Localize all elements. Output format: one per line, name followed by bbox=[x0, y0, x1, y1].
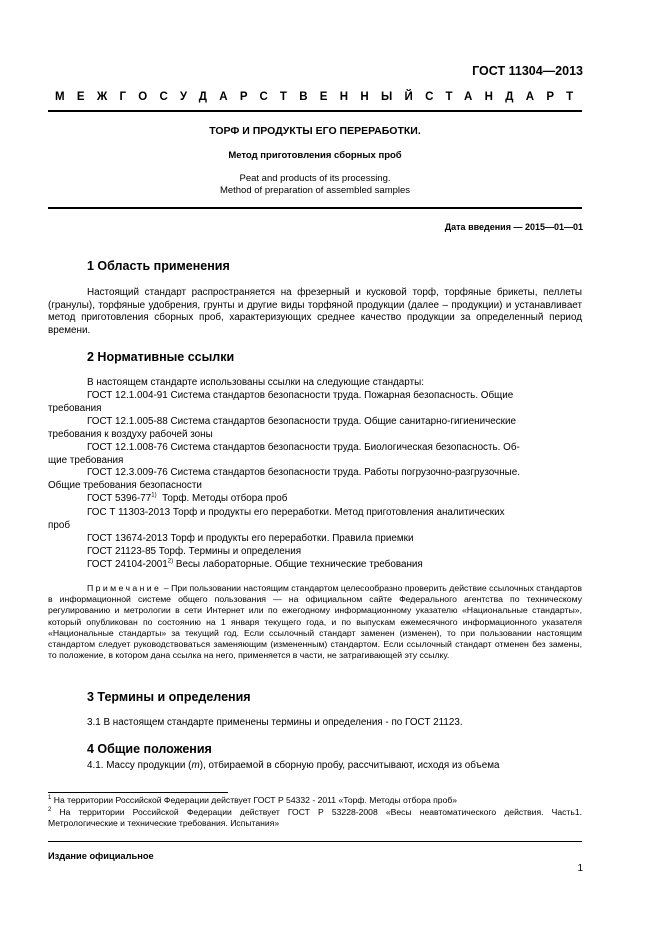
english-title-1: Peat and products of its processing. bbox=[239, 173, 391, 184]
reference-4-cont: Общие требования безопасности bbox=[48, 480, 202, 491]
reference-1: ГОСТ 12.1.004-91 Система стандартов безопасности труда. Пожарная безопасность. Общие bbox=[87, 390, 514, 401]
section-4-text bbox=[87, 760, 582, 773]
section-2-heading: 2 Нормативные ссылки bbox=[87, 350, 235, 364]
reference-5-title: Торф. Методы отбора проб bbox=[156, 493, 288, 504]
reference-4: ГОСТ 12.3.009-76 Система стандартов безопасности труда. Работы погрузочно-разгрузочные. bbox=[87, 467, 520, 478]
reference-8: ГОСТ 21123-85 Торф. Термины и определения bbox=[87, 546, 302, 557]
footnote-2-text: На территории Российской Федерации действует ГОСТ Р 53228-2008 «Весы неавтоматического действия. Часть1. Метрологические и технические требования. Испытания» bbox=[48, 807, 583, 828]
note-paragraph bbox=[48, 583, 582, 661]
section-3-text: 3.1 В настоящем стандарте применены термины и определения - по ГОСТ 21123. bbox=[87, 717, 463, 728]
reference-2: ГОСТ 12.1.005-88 Система стандартов безопасности труда. Общие санитарно-гигиенические bbox=[87, 416, 517, 427]
footnote-ref-1: 1) bbox=[151, 492, 157, 499]
title-rule bbox=[48, 207, 582, 209]
official-edition-label: Издание официальное bbox=[48, 851, 154, 861]
section-1-heading: 1 Область применения bbox=[87, 259, 230, 273]
footnote-1-mark: 1 bbox=[48, 795, 52, 802]
section-4-text-b: ), отбираемой в сборную пробу, рассчитывают, исходя из объема bbox=[199, 760, 500, 771]
reference-9 bbox=[87, 559, 582, 572]
section-4-text-a: 4.1. Массу продукции ( bbox=[87, 760, 192, 771]
header-rule bbox=[48, 110, 582, 112]
english-title-2: Method of preparation of assembled samples bbox=[219, 185, 411, 196]
reference-7: ГОСТ 13674-2013 Торф и продукты его переработки. Правила приемки bbox=[87, 533, 414, 544]
reference-3-cont: щие требования bbox=[48, 455, 124, 466]
section-3-heading: 3 Термины и определения bbox=[87, 690, 251, 704]
note-label: Примечание bbox=[87, 583, 162, 593]
footnote-2 bbox=[48, 807, 582, 829]
introduction-date: Дата введения — 2015—01—01 bbox=[444, 222, 583, 232]
document-number: ГОСТ 11304—2013 bbox=[472, 64, 583, 78]
reference-5-code: ГОСТ 5396-77 bbox=[87, 493, 152, 504]
reference-6-cont: проб bbox=[48, 520, 70, 531]
reference-6: ГОС Т 11303-2013 Торф и продукты его переработки. Метод приготовления аналитических bbox=[87, 507, 505, 518]
standard-word: СТАНДАРТ bbox=[425, 91, 586, 103]
reference-9-code: ГОСТ 24104-2001 bbox=[87, 559, 168, 570]
note-text: – При пользовании настоящим стандартом целесообразно проверить действие ссылочных стандартов в информационной системе общего пользования — на официальном сайте Федерального агентства по техническому регулированию и метрологии в сети Интернет или по ежегодному информационному указателю «Национальные стандарты», который опубликован по состоянию на 1 января текущего года, и по выпускам ежемесячного информационного указателя «Национальные стандарты» за текущий год. Если ссылочный стандарт заменен (изменен), то при пользовании настоящим стандартом следует руководствоваться заменяющим (измененным) стандартом. Если ссылочный стандарт отменен без замены, то положение, в котором дана ссылка на него, применяется в части, не затрагивающей эту ссылку. bbox=[48, 583, 582, 661]
interstate-standard-banner bbox=[55, 91, 586, 103]
document-subtitle: Метод приготовления сборных проб bbox=[228, 150, 402, 161]
section-1-body: Настоящий стандарт распространяется на фрезерный и кусковой торф, торфяные брикеты, пеллеты (гранулы), торфяные удобрения, грунты и другие виды торфяной продукции (далее – продукции) и устанавливает метод приготовления сборных проб, характеризующих среднее качество продукции за определенный период времени. bbox=[48, 287, 582, 337]
footnote-1-text: На территории Российской Федерации действует ГОСТ Р 54332 - 2011 «Торф. Методы отбора проб» bbox=[53, 795, 458, 805]
mass-symbol: m bbox=[191, 760, 200, 771]
footnote-rule bbox=[48, 792, 228, 793]
references-lead: В настоящем стандарте использованы ссылки на следующие стандарты: bbox=[87, 377, 424, 388]
footnote-1 bbox=[48, 795, 582, 806]
reference-5 bbox=[87, 493, 582, 506]
interstate-word: МЕЖГОСУДАРСТВЕННЫЙ bbox=[55, 91, 426, 103]
footer-rule bbox=[48, 841, 582, 842]
page-number: 1 bbox=[577, 863, 583, 874]
reference-2-cont: требования к воздуху рабочей зоны bbox=[48, 429, 213, 440]
section-1-text bbox=[48, 287, 582, 338]
reference-1-cont: требования bbox=[48, 403, 102, 414]
document-title: ТОРФ И ПРОДУКТЫ ЕГО ПЕРЕРАБОТКИ. bbox=[209, 125, 421, 137]
reference-3: ГОСТ 12.1.008-76 Система стандартов безопасности труда. Биологическая безопасность. Об- bbox=[87, 442, 520, 453]
footnote-2-mark: 2 bbox=[48, 807, 52, 814]
section-4-heading: 4 Общие положения bbox=[87, 742, 212, 756]
footnote-ref-2: 2) bbox=[167, 558, 174, 565]
reference-9-title: Весы лабораторные. Общие технические требования bbox=[173, 559, 423, 570]
